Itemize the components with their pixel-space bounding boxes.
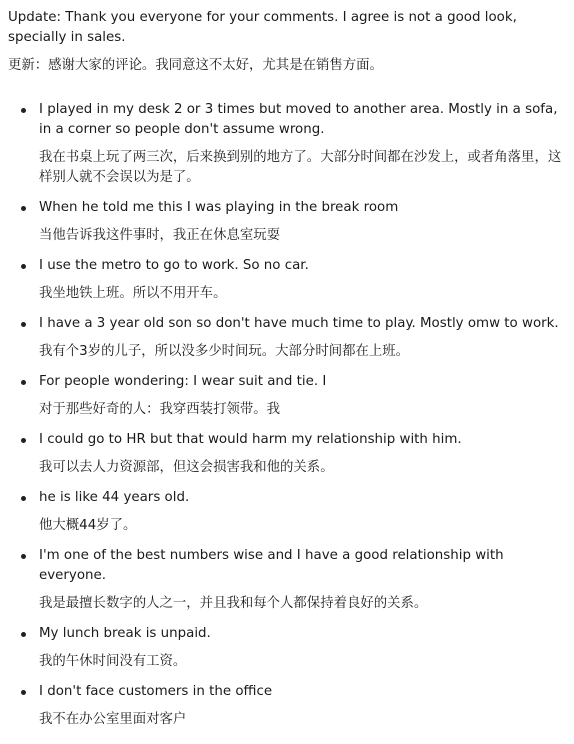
item-text-en: I'm one of the best numbers wise and I have a good relationship with everyone.: [39, 548, 504, 583]
item-text-zh: 我坐地铁上班。所以不用开车。: [39, 286, 227, 301]
bullet-icon: [21, 554, 26, 559]
item-text-zh: 我是最擅长数字的人之一，并且我和每个人都保持着良好的关系。: [39, 596, 428, 611]
notes-list: [8, 100, 564, 730]
item-text-zh: 我有个3岁的儿子，所以没多少时间玩。大部分时间都在上班。: [39, 344, 410, 359]
item-text-en: I played in my desk 2 or 3 times but moved to another area. Mostly in a sofa, in a corner so people don't assume wrong.: [39, 102, 558, 137]
list-item: [8, 372, 564, 420]
item-text-en: I have a 3 year old son so don't have much time to play. Mostly omw to work.: [39, 316, 559, 331]
item-text-zh: 当他告诉我这件事时，我正在休息室玩耍: [39, 228, 281, 243]
intro-text-en: Update: Thank you everyone for your comments. I agree is not a good look, specially in sales.: [8, 10, 517, 45]
bullet-icon: [21, 496, 26, 501]
list-item: [8, 546, 564, 614]
bullet-icon: [21, 632, 26, 637]
item-text-zh: 我的午休时间没有工资。: [39, 654, 187, 669]
item-text-zh: 对于那些好奇的人：我穿西装打领带。我: [39, 402, 281, 417]
item-text-en: I could go to HR but that would harm my relationship with him.: [39, 432, 462, 447]
list-item: [8, 624, 564, 672]
item-text-en: I use the metro to go to work. So no car.: [39, 258, 309, 273]
bullet-icon: [21, 438, 26, 443]
list-item: [8, 198, 564, 246]
bullet-icon: [21, 690, 26, 695]
item-text-en: When he told me this I was playing in the break room: [39, 200, 399, 215]
list-item: [8, 100, 564, 188]
bullet-icon: [21, 322, 26, 327]
bullet-icon: [21, 206, 26, 211]
list-item: [8, 256, 564, 304]
item-text-en: My lunch break is unpaid.: [39, 626, 211, 641]
item-text-en: he is like 44 years old.: [39, 490, 190, 505]
intro-text-zh: 更新：感谢大家的评论。我同意这不太好，尤其是在销售方面。: [8, 58, 383, 73]
bullet-icon: [21, 108, 26, 113]
list-item: [8, 682, 564, 730]
item-text-en: I don't face customers in the office: [39, 684, 273, 699]
list-item: [8, 488, 564, 536]
item-text-zh: 我可以去人力资源部，但这会损害我和他的关系。: [39, 460, 334, 475]
item-text-zh: 他大概44岁了。: [39, 518, 137, 533]
list-item: [8, 314, 564, 362]
item-text-zh: 我不在办公室里面对客户: [39, 712, 187, 727]
bullet-icon: [21, 264, 26, 269]
item-text-zh: 我在书桌上玩了两三次，后来换到别的地方了。大部分时间都在沙发上，或者角落里，这样别人就不会误以为是了。: [39, 150, 562, 185]
item-text-en: For people wondering: I wear suit and tie. I: [39, 374, 327, 389]
bullet-icon: [21, 380, 26, 385]
list-item: [8, 430, 564, 478]
